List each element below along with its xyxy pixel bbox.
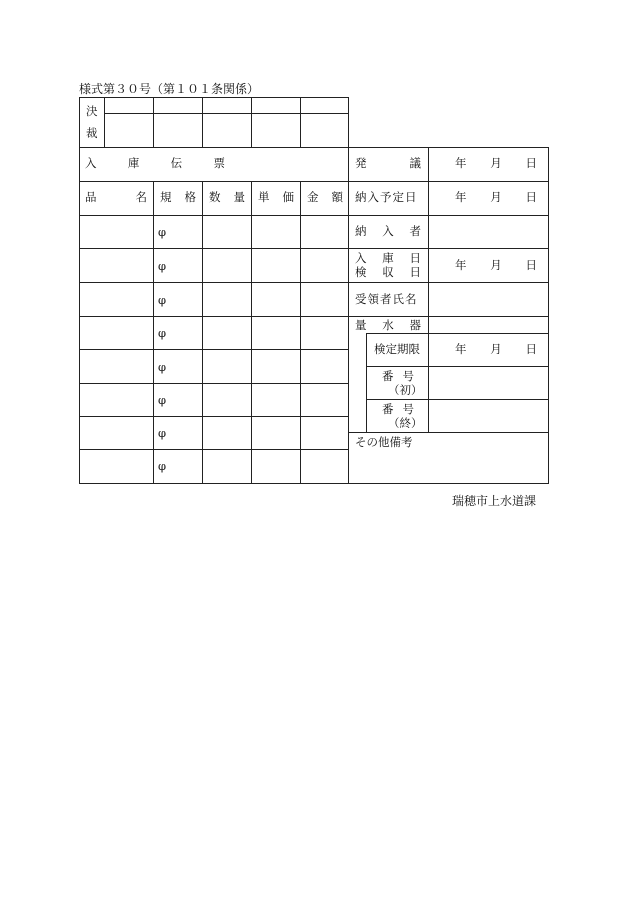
label-hatsugi: 発 議	[355, 156, 421, 170]
spec-symbol: φ	[158, 393, 167, 407]
label-hatsu: （初）	[388, 383, 423, 397]
date-kentei-kigen: 年 月 日	[455, 342, 537, 356]
label-juryosha: 受領者氏名	[355, 292, 418, 306]
date-nonyu-yotei: 年 月 日	[455, 190, 537, 204]
footer-department: 瑞穂市上水道課	[452, 494, 537, 508]
label-sonota-biko: その他備考	[355, 435, 413, 449]
label-shu: （終）	[388, 416, 423, 430]
date-nyuko-kenshu: 年 月 日	[455, 258, 537, 272]
header-hinmei: 品 名	[85, 190, 147, 204]
approval-stamp-cell[interactable]	[203, 114, 250, 146]
approval-stamp-cell[interactable]	[105, 114, 152, 146]
spec-symbol: φ	[158, 459, 167, 473]
spec-symbol: φ	[158, 360, 167, 374]
label-kentei-kigen: 検定期限	[374, 342, 420, 356]
nyuko-denpyo-title: 入 庫 伝 票	[85, 156, 225, 170]
label-kenshu-bi: 検 収 日	[355, 265, 421, 279]
form-title: 様式第３０号（第１０１条関係）	[79, 82, 260, 96]
approval-stamp-cell[interactable]	[154, 114, 201, 146]
spec-symbol: φ	[158, 293, 167, 307]
spec-symbol: φ	[158, 259, 167, 273]
header-suryo: 数 量	[209, 190, 245, 204]
label-nonyusha: 納 入 者	[355, 224, 421, 238]
approval-label-1: 決	[86, 104, 98, 118]
approval-stamp-cell[interactable]	[252, 114, 299, 146]
header-kingaku: 金 額	[307, 190, 343, 204]
spec-symbol: φ	[158, 326, 167, 340]
spec-symbol: φ	[158, 225, 167, 239]
date-hatsugi: 年 月 日	[455, 156, 537, 170]
approval-stamp-cell[interactable]	[301, 114, 348, 146]
label-nyuko-bi: 入 庫 日	[355, 251, 421, 265]
header-kikaku: 規 格	[160, 190, 196, 204]
label-nonyu-yotei: 納入予定日	[355, 190, 418, 204]
header-tanka: 単 価	[258, 190, 294, 204]
label-meter: 量 水 器	[355, 318, 421, 332]
approval-label-2: 裁	[86, 126, 98, 140]
spec-symbol: φ	[158, 426, 167, 440]
label-bango-shu: 番 号	[382, 402, 414, 416]
label-bango-hatsu: 番 号	[382, 369, 414, 383]
